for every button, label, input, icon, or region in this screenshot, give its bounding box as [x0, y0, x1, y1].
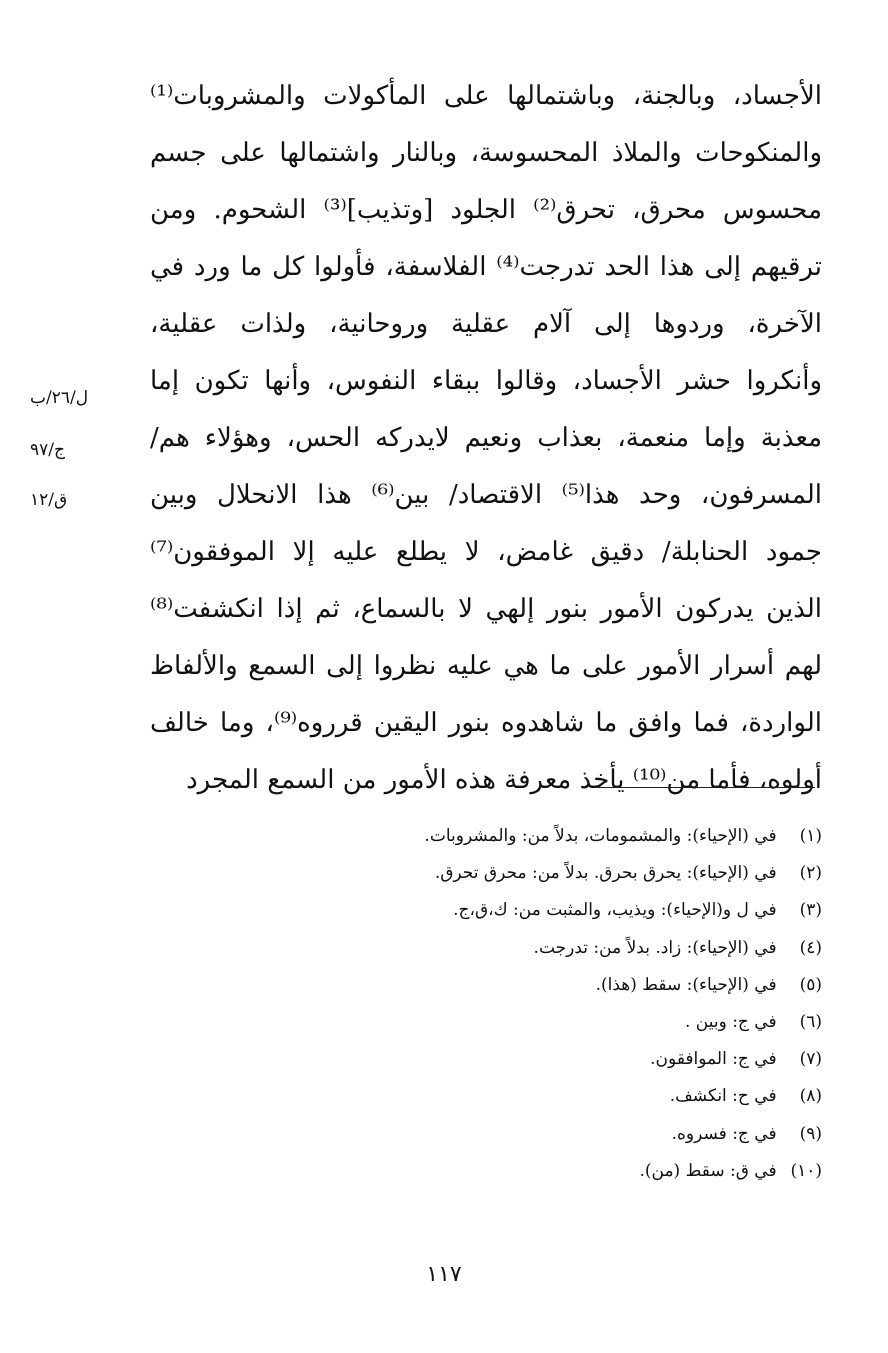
- footnote: [200, 1116, 822, 1153]
- text-line-12: الواردة، فما وافق ما شاهدوه بنور اليقين قرروه⁽⁹⁾، وما خالف: [150, 708, 822, 738]
- main-text: [150, 68, 822, 809]
- text-line-3: محسوس محرق، تحرق⁽²⁾ الجلود [وتذيب]⁽³⁾ الشحوم. ومن: [150, 195, 822, 225]
- text-line-8: المسرفون، وحد هذا⁽⁵⁾ الاقتصاد/ بين⁽⁶⁾ هذا الانحلال وبين: [150, 480, 822, 510]
- text-line-1: الأجساد، وبالجنة، وباشتمالها على المأكولات والمشروبات⁽¹⁾: [150, 81, 822, 111]
- page-number: ١١٧: [426, 1262, 462, 1287]
- footnote-text: في (الإحياء): سقط (هذا).: [595, 974, 777, 995]
- text-line-13: أولوه، فأما من⁽¹⁰⁾ يأخذ معرفة هذه الأمور من السمع المجرد: [186, 765, 822, 795]
- footnote-text: في ل و(الإحياء): ويذيب، والمثبت من: ك،ق،ج.: [453, 900, 777, 921]
- text-line-10: الذين يدركون الأمور بنور إلهي لا بالسماع، ثم إذا انكشفت⁽⁸⁾: [150, 594, 822, 624]
- footnotes: [200, 818, 822, 1190]
- footnote-number: (٤): [799, 937, 822, 958]
- footnote-text: في (الإحياء): والمشمومات، بدلاً من: والمشروبات.: [424, 826, 777, 846]
- footnote: [200, 818, 822, 855]
- footnote-text: في ج: فسروه.: [671, 1123, 777, 1144]
- footnote-number: (٨): [799, 1086, 822, 1107]
- text-line-9: جمود الحنابلة/ دقيق غامض، لا يطلع عليه إلا الموفقون⁽⁷⁾: [150, 537, 822, 567]
- footnote: [200, 1041, 822, 1078]
- footnote-number: (١): [799, 826, 822, 846]
- footnote-number: (٩): [799, 1123, 822, 1144]
- footnote: [200, 967, 822, 1004]
- footnote-number: (٥): [799, 974, 822, 995]
- text-line-2: والمنكوحات والملاذ المحسوسة، وبالنار واشتمالها على جسم: [150, 138, 822, 168]
- margin-note-j: ج/٩٧: [30, 440, 65, 460]
- footnote-number: (٦): [799, 1011, 822, 1032]
- footnote-number: (٢): [799, 863, 822, 884]
- footnote: [200, 855, 822, 892]
- text-line-4: ترقيهم إلى هذا الحد تدرجت⁽⁴⁾ الفلاسفة، فأولوا كل ما ورد في: [150, 252, 822, 282]
- footnote-separator: [595, 787, 815, 788]
- margin-note-l: ل/٢٦/ب: [30, 388, 89, 408]
- footnote-number: (٣): [799, 900, 822, 921]
- footnote: [200, 1153, 822, 1190]
- text-line-5: الآخرة، وردوها إلى آلام عقلية وروحانية، ولذات عقلية،: [150, 309, 822, 339]
- text-line-6: وأنكروا حشر الأجساد، وقالوا ببقاء النفوس، وأنها تكون إما: [150, 366, 822, 396]
- footnote: [200, 930, 822, 967]
- footnote: [200, 892, 822, 929]
- footnote: [200, 1078, 822, 1115]
- footnote: [200, 1004, 822, 1041]
- footnote-text: في (الإحياء): يحرق بحرق. بدلاً من: محرق تحرق.: [434, 863, 777, 884]
- footnote-number: (٧): [799, 1049, 822, 1070]
- footnote-number: (١٠): [790, 1160, 822, 1181]
- text-line-11: لهم أسرار الأمور على ما هي عليه نظروا إلى السمع والألفاظ: [150, 651, 822, 681]
- footnote-text: في (الإحياء): زاد. بدلاً من: تدرجت.: [533, 937, 777, 958]
- footnote-text: في ح: انكشف.: [669, 1086, 777, 1107]
- margin-note-q: ق/١٢: [30, 490, 68, 510]
- footnote-text: في ج: وبين .: [684, 1011, 777, 1032]
- footnote-text: في ق: سقط (من).: [639, 1160, 777, 1181]
- text-line-7: معذبة وإما منعمة، بعذاب ونعيم لايدركه الحس، وهؤلاء هم/: [150, 423, 822, 453]
- footnote-text: في ج: الموافقون.: [650, 1049, 777, 1070]
